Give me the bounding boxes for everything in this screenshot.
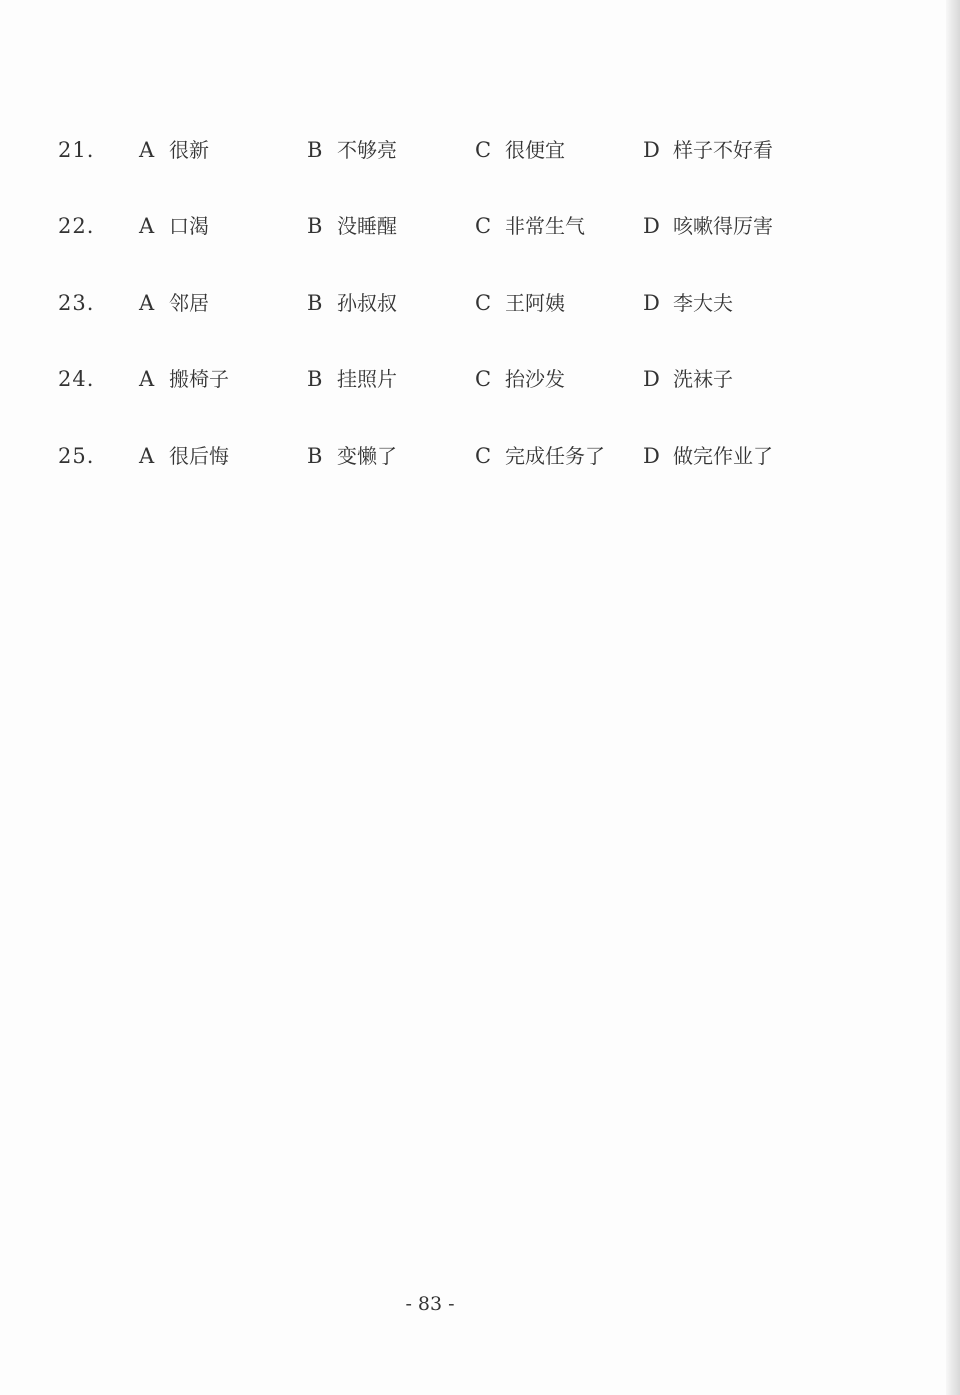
option-text: 没睡醒 xyxy=(337,214,397,238)
option-text: 挂照片 xyxy=(337,367,397,391)
question-number: 22. xyxy=(58,214,95,238)
option-text: 样子不好看 xyxy=(673,138,773,162)
question-22 xyxy=(0,208,900,244)
option-d xyxy=(643,208,773,244)
option-text: 很后悔 xyxy=(169,444,229,468)
option-text: 非常生气 xyxy=(505,214,585,238)
option-letter: B xyxy=(307,444,323,468)
option-text: 抬沙发 xyxy=(505,367,565,391)
option-text: 完成任务了 xyxy=(505,444,605,468)
option-letter: C xyxy=(475,367,492,391)
option-b xyxy=(307,361,397,397)
option-text: 李大夫 xyxy=(673,291,733,315)
option-b xyxy=(307,438,397,474)
question-24 xyxy=(0,361,900,397)
option-letter: C xyxy=(475,444,492,468)
option-d xyxy=(643,361,733,397)
option-letter: D xyxy=(643,367,660,391)
question-number: 21. xyxy=(58,138,95,162)
option-text: 洗袜子 xyxy=(673,367,733,391)
option-a xyxy=(139,361,229,397)
option-c xyxy=(475,438,605,474)
option-letter: B xyxy=(307,291,323,315)
page-number: - 83 - xyxy=(405,1293,455,1315)
question-25 xyxy=(0,438,900,474)
option-letter: A xyxy=(139,367,155,391)
option-letter: A xyxy=(139,138,155,162)
option-a xyxy=(139,208,209,244)
question-number: 23. xyxy=(58,291,95,315)
question-23 xyxy=(0,285,900,321)
option-letter: D xyxy=(643,214,660,238)
option-text: 做完作业了 xyxy=(673,444,773,468)
option-text: 咳嗽得厉害 xyxy=(673,214,773,238)
option-a xyxy=(139,438,229,474)
option-letter: A xyxy=(139,214,155,238)
option-c xyxy=(475,285,565,321)
option-text: 王阿姨 xyxy=(505,291,565,315)
question-number: 24. xyxy=(58,367,95,391)
option-b xyxy=(307,285,397,321)
option-b xyxy=(307,208,397,244)
option-letter: D xyxy=(643,291,660,315)
page-edge-shadow xyxy=(946,0,960,1395)
option-d xyxy=(643,285,733,321)
option-text: 邻居 xyxy=(169,291,209,315)
option-letter: A xyxy=(139,291,155,315)
option-letter: C xyxy=(475,214,492,238)
option-text: 搬椅子 xyxy=(169,367,229,391)
option-text: 不够亮 xyxy=(337,138,397,162)
option-letter: D xyxy=(643,444,660,468)
option-letter: D xyxy=(643,138,660,162)
option-letter: B xyxy=(307,367,323,391)
option-letter: B xyxy=(307,214,323,238)
option-letter: C xyxy=(475,291,492,315)
option-text: 孙叔叔 xyxy=(337,291,397,315)
question-number: 25. xyxy=(58,444,95,468)
option-text: 口渴 xyxy=(169,214,209,238)
option-text: 很便宜 xyxy=(505,138,565,162)
option-a xyxy=(139,132,209,168)
option-text: 很新 xyxy=(169,138,209,162)
option-a xyxy=(139,285,209,321)
option-c xyxy=(475,208,585,244)
option-c xyxy=(475,361,565,397)
option-letter: B xyxy=(307,138,323,162)
option-d xyxy=(643,132,773,168)
option-text: 变懒了 xyxy=(337,444,397,468)
option-b xyxy=(307,132,397,168)
option-letter: C xyxy=(475,138,492,162)
option-d xyxy=(643,438,773,474)
question-21 xyxy=(0,132,900,168)
option-letter: A xyxy=(139,444,155,468)
option-c xyxy=(475,132,565,168)
